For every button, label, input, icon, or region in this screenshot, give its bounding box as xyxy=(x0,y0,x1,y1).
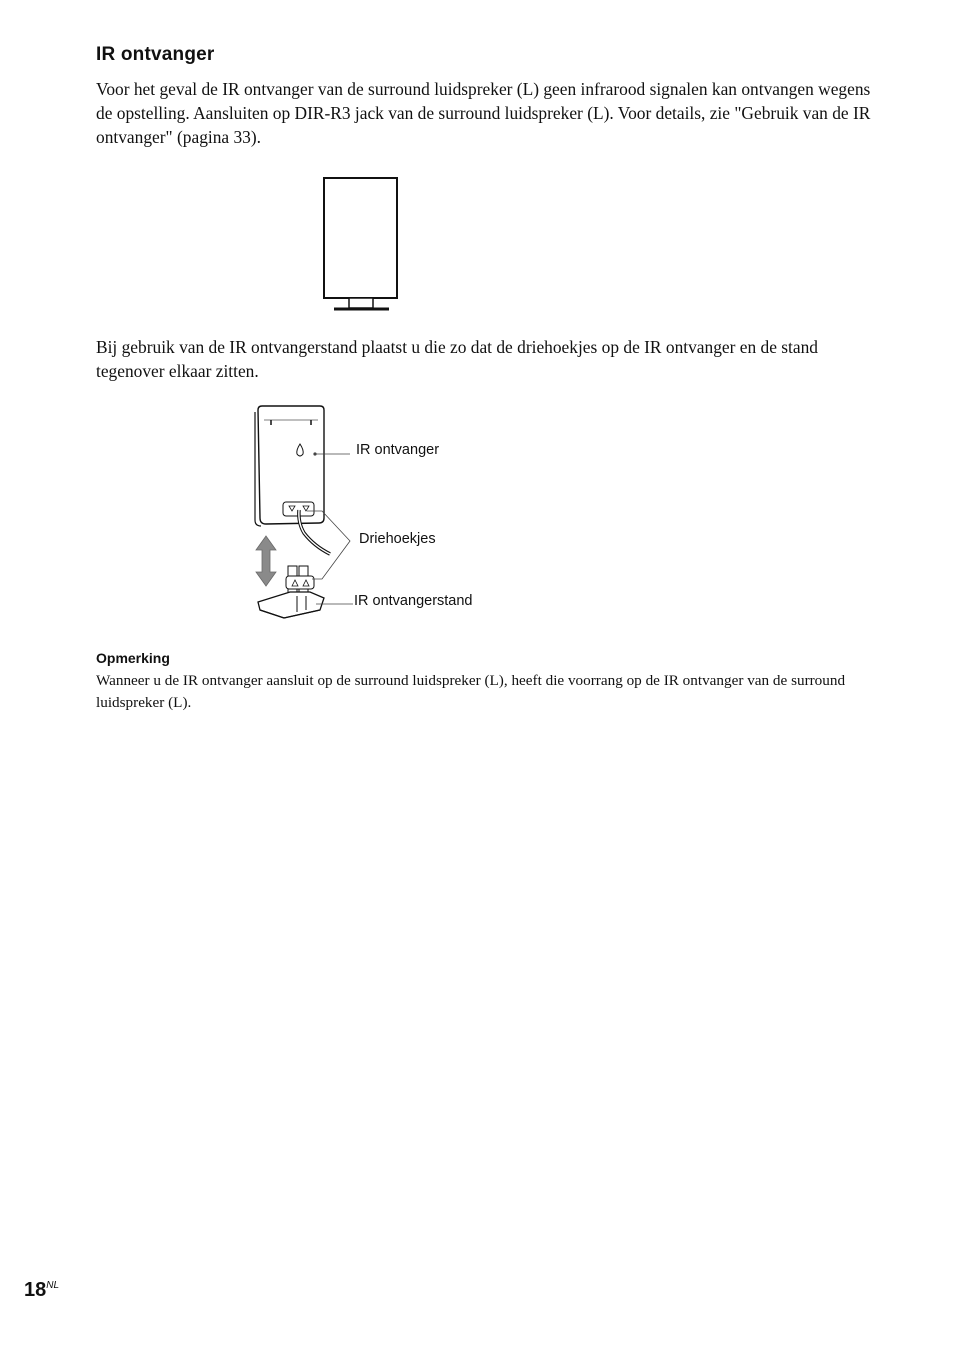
section-heading: IR ontvanger xyxy=(96,44,215,65)
stand-paragraph: Bij gebruik van de IR ontvangerstand plaatst u die zo dat de driehoekjes op de IR ontvanger en de stand tegenover elkaar zitten. xyxy=(96,337,818,381)
note-text: Wanneer u de IR ontvanger aansluit op de surround luidspreker (L), heeft die voorrang op de IR ontvanger van de surround luidspreker (L). xyxy=(96,672,846,711)
ir-receiver-stand-illustration xyxy=(240,398,365,623)
note-title: Opmerking xyxy=(96,650,170,666)
triangles-label: Driehoekjes xyxy=(359,531,436,547)
stand-label: IR ontvangerstand xyxy=(354,593,473,609)
ir-receiver-front-illustration xyxy=(318,172,408,317)
intro-paragraph: Voor het geval de IR ontvanger van de surround luidspreker (L) geen infrarood signalen kan ontvangen wegens de opstelling. Aansluiten op DIR-R3 jack van de surround luidspreker (L). Voor details, zie "Gebruik van de IR ontvanger" (pagina 33). xyxy=(96,79,871,147)
page-number xyxy=(24,1279,59,1302)
receiver-label: IR ontvanger xyxy=(356,442,440,458)
page-number-value: 18 xyxy=(24,1279,47,1301)
page-language-suffix: NL xyxy=(46,1280,60,1291)
